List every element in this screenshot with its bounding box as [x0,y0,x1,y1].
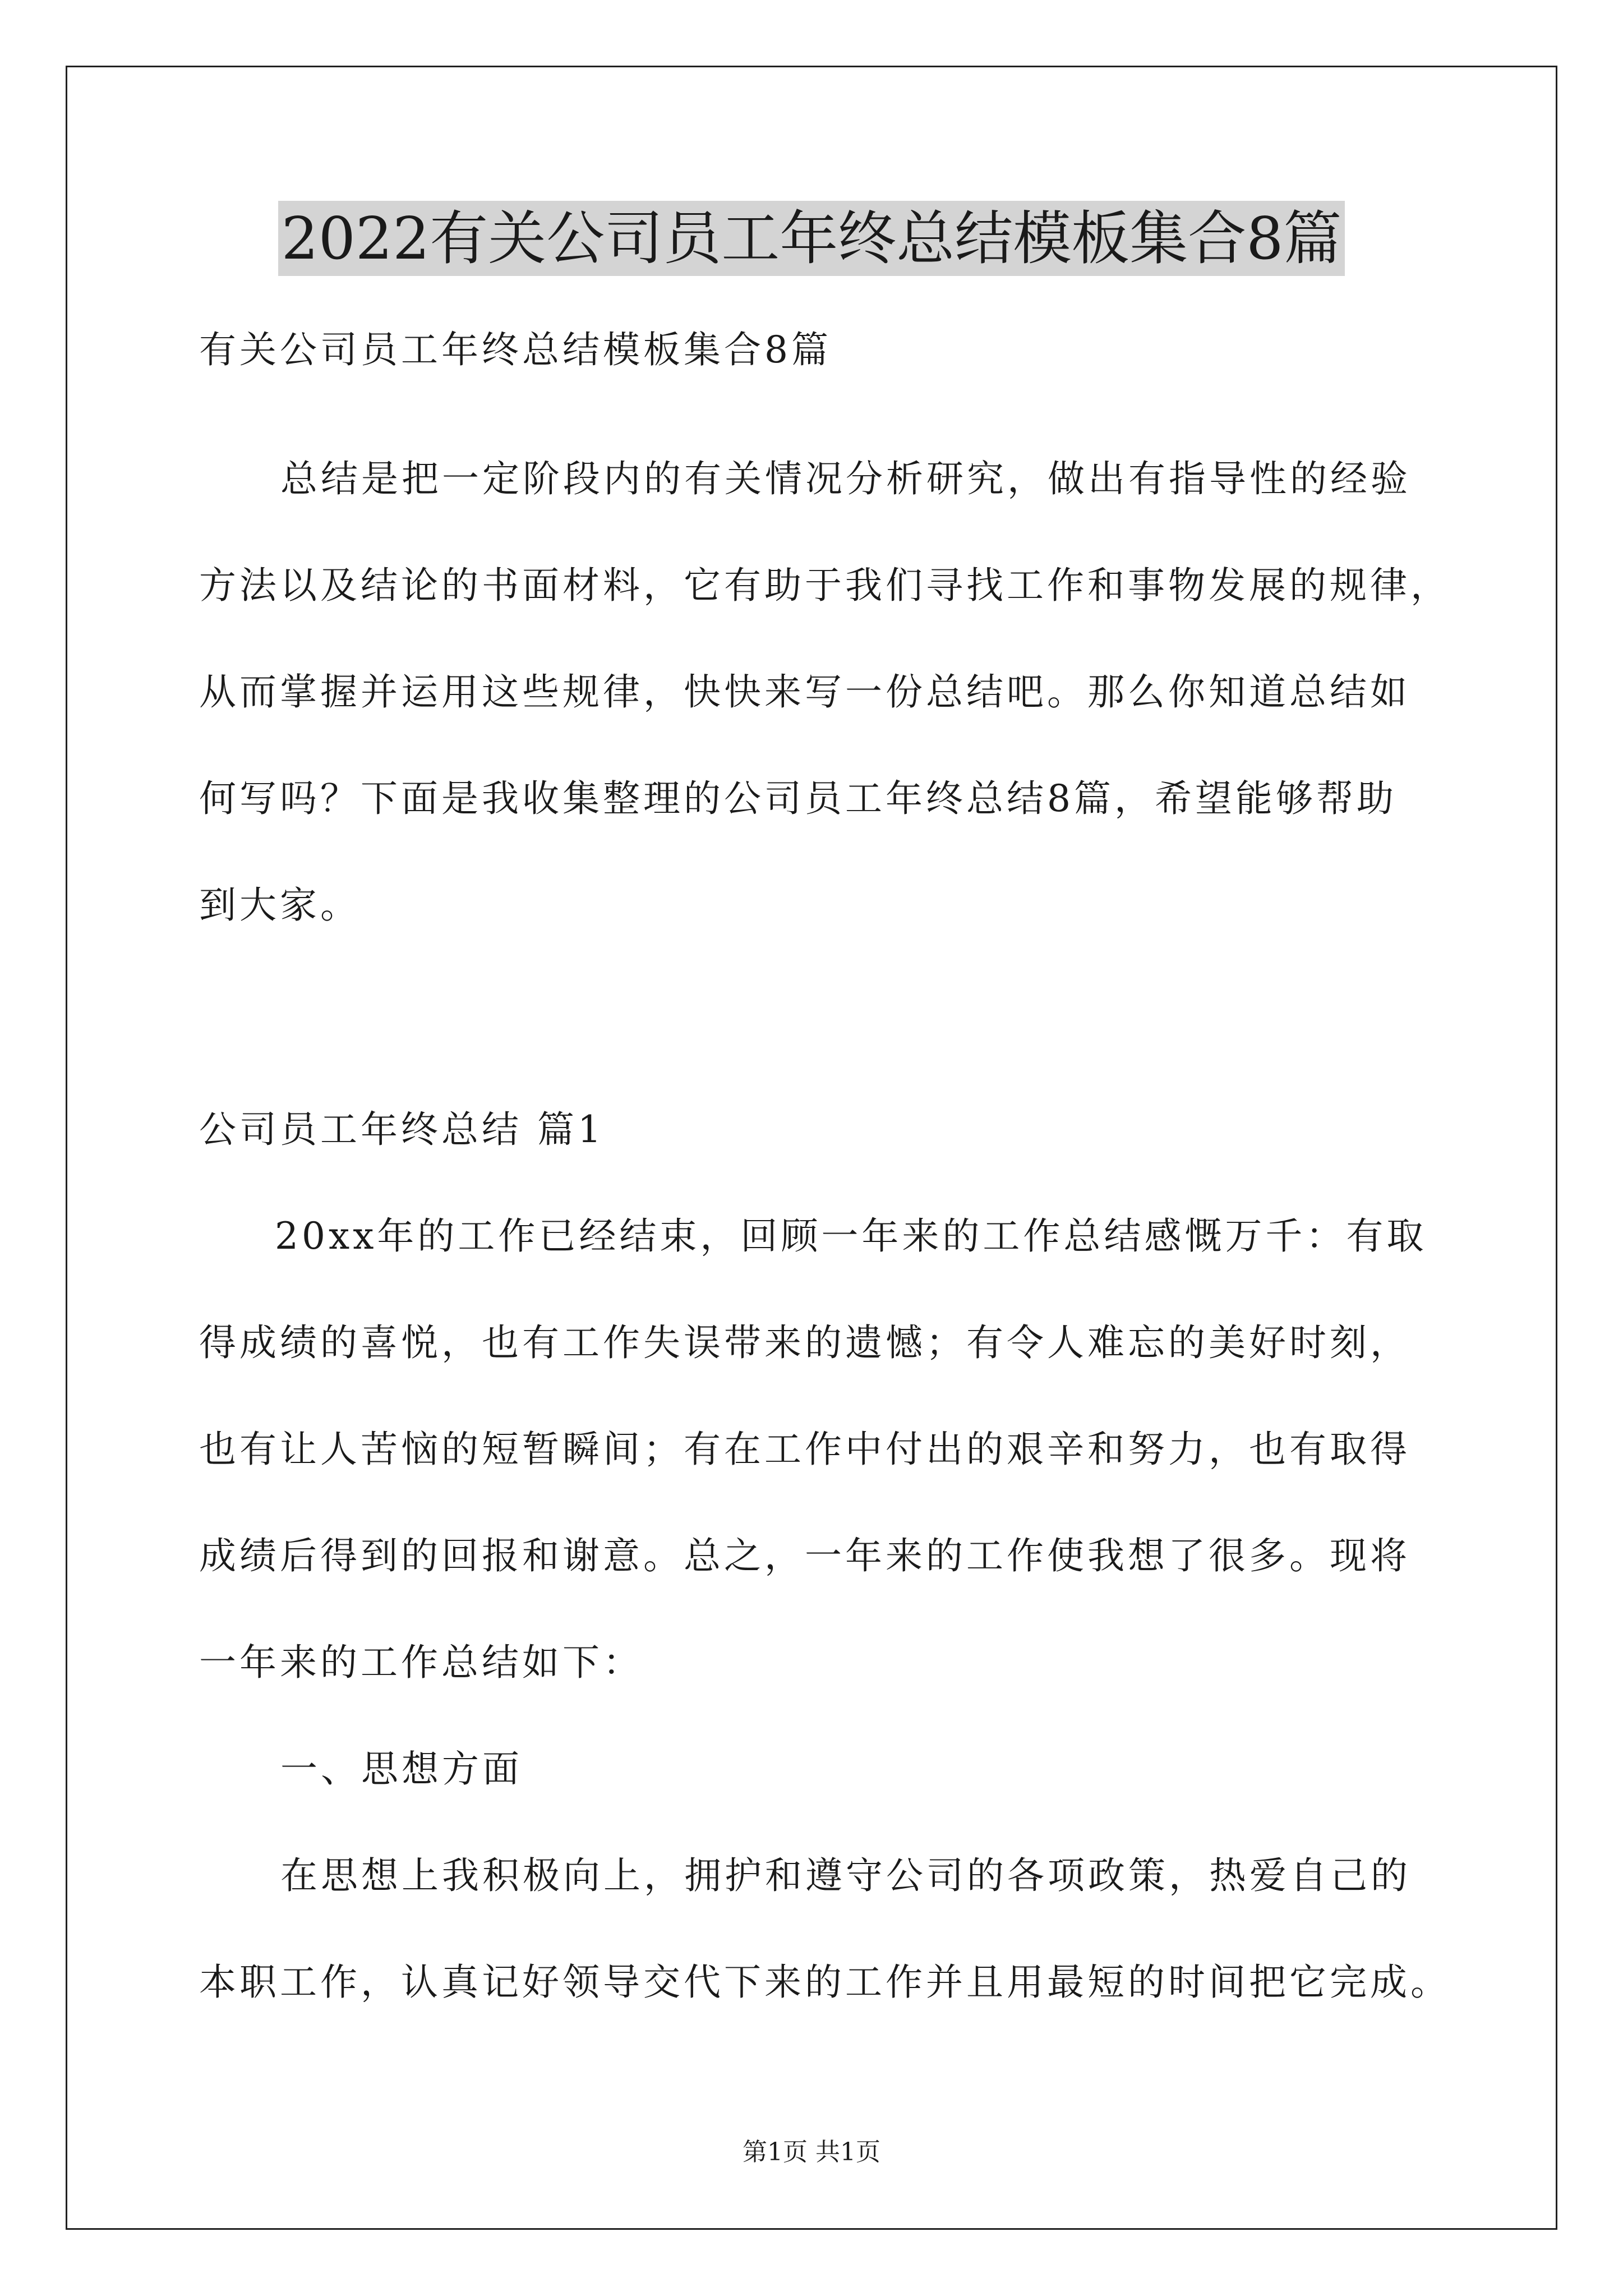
intro-line: 总结是把一定阶段内的有关情况分析研究，做出有指导性的经验 [280,457,1411,500]
intro-line: 从而掌握并运用这些规律，快快来写一份总结吧。那么你知道总结如 [199,670,1410,714]
thought-line: 本职工作，认真记好领导交代下来的工作并且用最短的时间把它完成。 [199,1961,1451,2004]
section-line: 一年来的工作总结如下： [199,1641,643,1684]
page-footer: 第1页 共1页 [743,2138,880,2166]
section-line: 也有让人苦恼的短暂瞬间；有在工作中付出的艰辛和努力，也有取得 [199,1428,1410,1471]
intro-line: 何写吗？下面是我收集整理的公司员工年终总结8篇，希望能够帮助 [199,777,1397,820]
thought-line: 在思想上我积极向上，拥护和遵守公司的各项政策，热爱自己的 [280,1854,1411,1897]
section-line: 成绩后得到的回报和谢意。总之，一年来的工作使我想了很多。现将 [199,1534,1410,1577]
document-title [0,199,1623,278]
subheading: 一、思想方面 [280,1747,523,1791]
document-subtitle: 有关公司员工年终总结模板集合8篇 [199,328,832,371]
section-line: 20xx年的工作已经结束，回顾一年来的工作总结感慨万千：有取 [275,1214,1427,1258]
intro-line: 到大家。 [199,884,361,927]
section-line: 得成绩的喜悦，也有工作失误带来的遗憾；有令人难忘的美好时刻， [199,1321,1410,1364]
document-title-text: 2022有关公司员工年终总结模板集合8篇 [278,201,1345,276]
intro-line: 方法以及结论的书面材料，它有助于我们寻找工作和事物发展的规律， [199,564,1451,607]
section-heading: 公司员工年终总结 篇1 [199,1108,605,1151]
